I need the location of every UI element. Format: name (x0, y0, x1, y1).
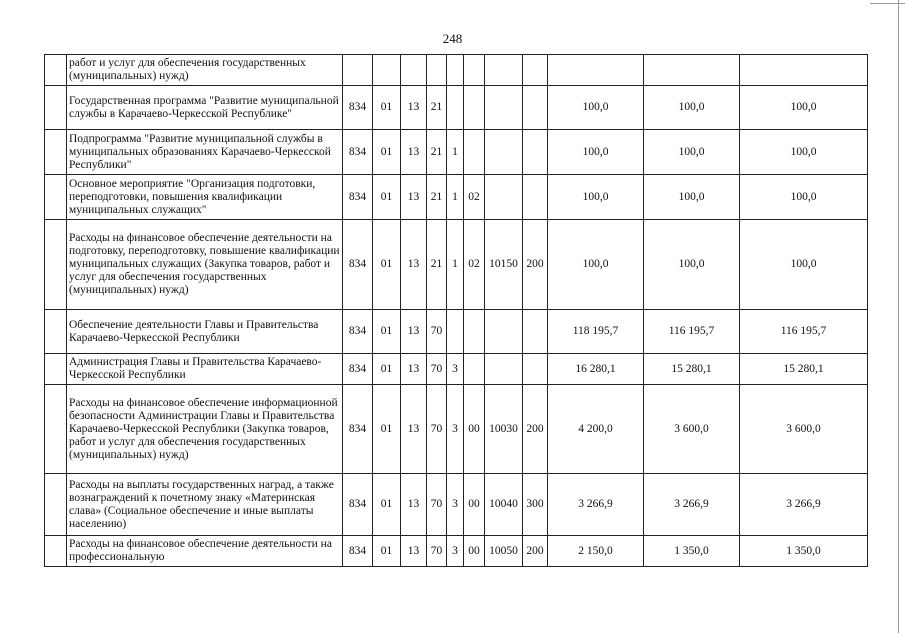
amount-year-3: 100,0 (740, 220, 868, 310)
direction-code (485, 175, 523, 220)
page-number: 248 (442, 31, 463, 46)
amount-year-3: 100,0 (740, 86, 868, 130)
subsection-code: 13 (401, 220, 427, 310)
program-code: 21 (427, 175, 447, 220)
subprogram-code (447, 86, 464, 130)
row-blank-cell (45, 474, 67, 536)
table-row (45, 130, 868, 175)
expense-type-code (523, 55, 548, 86)
program-code: 21 (427, 86, 447, 130)
amount-year-1 (548, 55, 644, 86)
subprogram-code (447, 55, 464, 86)
scan-edge-line-right (898, 0, 899, 633)
expense-type-code: 200 (523, 385, 548, 474)
expense-type-code (523, 130, 548, 175)
admin-code: 834 (343, 474, 373, 536)
expense-type-code: 200 (523, 220, 548, 310)
expense-type-code: 200 (523, 536, 548, 567)
event-code (464, 354, 485, 385)
row-name: Расходы на финансовое обеспечение деятельности на подготовку, переподготовку, повышение квалификации муниципальных служащих (Закупка товаров, работ и услуг для обеспечения государственных (муниципальных) нужд) (67, 220, 343, 310)
event-code: 02 (464, 175, 485, 220)
subprogram-code (447, 310, 464, 354)
admin-code (343, 55, 373, 86)
section-code: 01 (373, 130, 401, 175)
amount-year-1: 118 195,7 (548, 310, 644, 354)
table-row (45, 220, 868, 310)
event-code (464, 55, 485, 86)
subprogram-code: 3 (447, 536, 464, 567)
amount-year-1: 3 266,9 (548, 474, 644, 536)
amount-year-3: 100,0 (740, 130, 868, 175)
budget-table (44, 54, 868, 567)
table-row (45, 536, 868, 567)
direction-code (485, 130, 523, 175)
row-name: работ и услуг для обеспечения государственных (муниципальных) нужд) (67, 55, 343, 86)
subsection-code: 13 (401, 175, 427, 220)
section-code: 01 (373, 474, 401, 536)
direction-code (485, 86, 523, 130)
subprogram-code: 1 (447, 130, 464, 175)
expense-type-code (523, 86, 548, 130)
amount-year-1: 100,0 (548, 220, 644, 310)
amount-year-2: 100,0 (644, 175, 740, 220)
table-row (45, 474, 868, 536)
amount-year-1: 16 280,1 (548, 354, 644, 385)
admin-code: 834 (343, 175, 373, 220)
section-code: 01 (373, 220, 401, 310)
row-name: Администрация Главы и Правительства Карачаево-Черкесской Республики (67, 354, 343, 385)
subprogram-code: 1 (447, 175, 464, 220)
subsection-code: 13 (401, 86, 427, 130)
direction-code (485, 310, 523, 354)
section-code: 01 (373, 310, 401, 354)
amount-year-1: 100,0 (548, 86, 644, 130)
program-code: 70 (427, 385, 447, 474)
expense-type-code: 300 (523, 474, 548, 536)
section-code (373, 55, 401, 86)
section-code: 01 (373, 175, 401, 220)
amount-year-3: 3 600,0 (740, 385, 868, 474)
program-code: 21 (427, 130, 447, 175)
subprogram-code: 3 (447, 474, 464, 536)
direction-code: 10050 (485, 536, 523, 567)
table-row (45, 310, 868, 354)
admin-code: 834 (343, 354, 373, 385)
subsection-code (401, 55, 427, 86)
event-code (464, 310, 485, 354)
amount-year-2: 15 280,1 (644, 354, 740, 385)
row-blank-cell (45, 220, 67, 310)
direction-code: 10150 (485, 220, 523, 310)
table-row (45, 175, 868, 220)
section-code: 01 (373, 86, 401, 130)
event-code: 00 (464, 474, 485, 536)
section-code: 01 (373, 354, 401, 385)
row-blank-cell (45, 354, 67, 385)
program-code: 70 (427, 536, 447, 567)
amount-year-2: 100,0 (644, 130, 740, 175)
row-name: Расходы на выплаты государственных наград, а также вознаграждений к почетному знаку «Материнская слава» (Социальное обеспечение и иные выплаты населению) (67, 474, 343, 536)
amount-year-1: 4 200,0 (548, 385, 644, 474)
section-code: 01 (373, 536, 401, 567)
program-code: 21 (427, 220, 447, 310)
subsection-code: 13 (401, 354, 427, 385)
row-name: Государственная программа "Развитие муниципальной службы в Карачаево-Черкесской Республике" (67, 86, 343, 130)
amount-year-2 (644, 55, 740, 86)
amount-year-3: 1 350,0 (740, 536, 868, 567)
amount-year-1: 100,0 (548, 175, 644, 220)
subsection-code: 13 (401, 536, 427, 567)
row-name: Обеспечение деятельности Главы и Правительства Карачаево-Черкесской Республики (67, 310, 343, 354)
table-row (45, 86, 868, 130)
amount-year-3: 15 280,1 (740, 354, 868, 385)
program-code: 70 (427, 474, 447, 536)
direction-code: 10040 (485, 474, 523, 536)
amount-year-2: 116 195,7 (644, 310, 740, 354)
amount-year-2: 3 266,9 (644, 474, 740, 536)
subsection-code: 13 (401, 310, 427, 354)
row-blank-cell (45, 310, 67, 354)
amount-year-2: 1 350,0 (644, 536, 740, 567)
subsection-code: 13 (401, 385, 427, 474)
table-row (45, 385, 868, 474)
subprogram-code: 3 (447, 385, 464, 474)
row-name: Основное мероприятие "Организация подготовки, переподготовки, повышения квалификации муниципальных служащих" (67, 175, 343, 220)
row-name: Подпрограмма "Развитие муниципальной службы в муниципальных образованиях Карачаево-Черкесской Республики" (67, 130, 343, 175)
table-row (45, 354, 868, 385)
admin-code: 834 (343, 130, 373, 175)
amount-year-1: 100,0 (548, 130, 644, 175)
amount-year-2: 100,0 (644, 86, 740, 130)
program-code (427, 55, 447, 86)
admin-code: 834 (343, 86, 373, 130)
event-code: 00 (464, 536, 485, 567)
expense-type-code (523, 175, 548, 220)
subprogram-code: 1 (447, 220, 464, 310)
amount-year-3: 116 195,7 (740, 310, 868, 354)
row-name: Расходы на финансовое обеспечение деятельности на профессиональную (67, 536, 343, 567)
program-code: 70 (427, 354, 447, 385)
budget-table-body (45, 55, 868, 567)
amount-year-3 (740, 55, 868, 86)
direction-code: 10030 (485, 385, 523, 474)
event-code (464, 86, 485, 130)
amount-year-2: 100,0 (644, 220, 740, 310)
amount-year-3: 100,0 (740, 175, 868, 220)
amount-year-1: 2 150,0 (548, 536, 644, 567)
table-row (45, 55, 868, 86)
admin-code: 834 (343, 220, 373, 310)
row-name: Расходы на финансовое обеспечение информационной безопасности Администрации Главы и Правительства Карачаево-Черкесской Республики (Закупка товаров, работ и услуг для обеспечения государственных (муниципальных) нужд) (67, 385, 343, 474)
expense-type-code (523, 310, 548, 354)
admin-code: 834 (343, 310, 373, 354)
amount-year-3: 3 266,9 (740, 474, 868, 536)
program-code: 70 (427, 310, 447, 354)
event-code: 02 (464, 220, 485, 310)
subprogram-code: 3 (447, 354, 464, 385)
subsection-code: 13 (401, 474, 427, 536)
direction-code (485, 354, 523, 385)
row-blank-cell (45, 130, 67, 175)
event-code (464, 130, 485, 175)
amount-year-2: 3 600,0 (644, 385, 740, 474)
row-blank-cell (45, 536, 67, 567)
row-blank-cell (45, 55, 67, 86)
expense-type-code (523, 354, 548, 385)
subsection-code: 13 (401, 130, 427, 175)
direction-code (485, 55, 523, 86)
event-code: 00 (464, 385, 485, 474)
scan-edge-line-top (870, 3, 905, 4)
admin-code: 834 (343, 385, 373, 474)
row-blank-cell (45, 175, 67, 220)
admin-code: 834 (343, 536, 373, 567)
section-code: 01 (373, 385, 401, 474)
row-blank-cell (45, 385, 67, 474)
row-blank-cell (45, 86, 67, 130)
